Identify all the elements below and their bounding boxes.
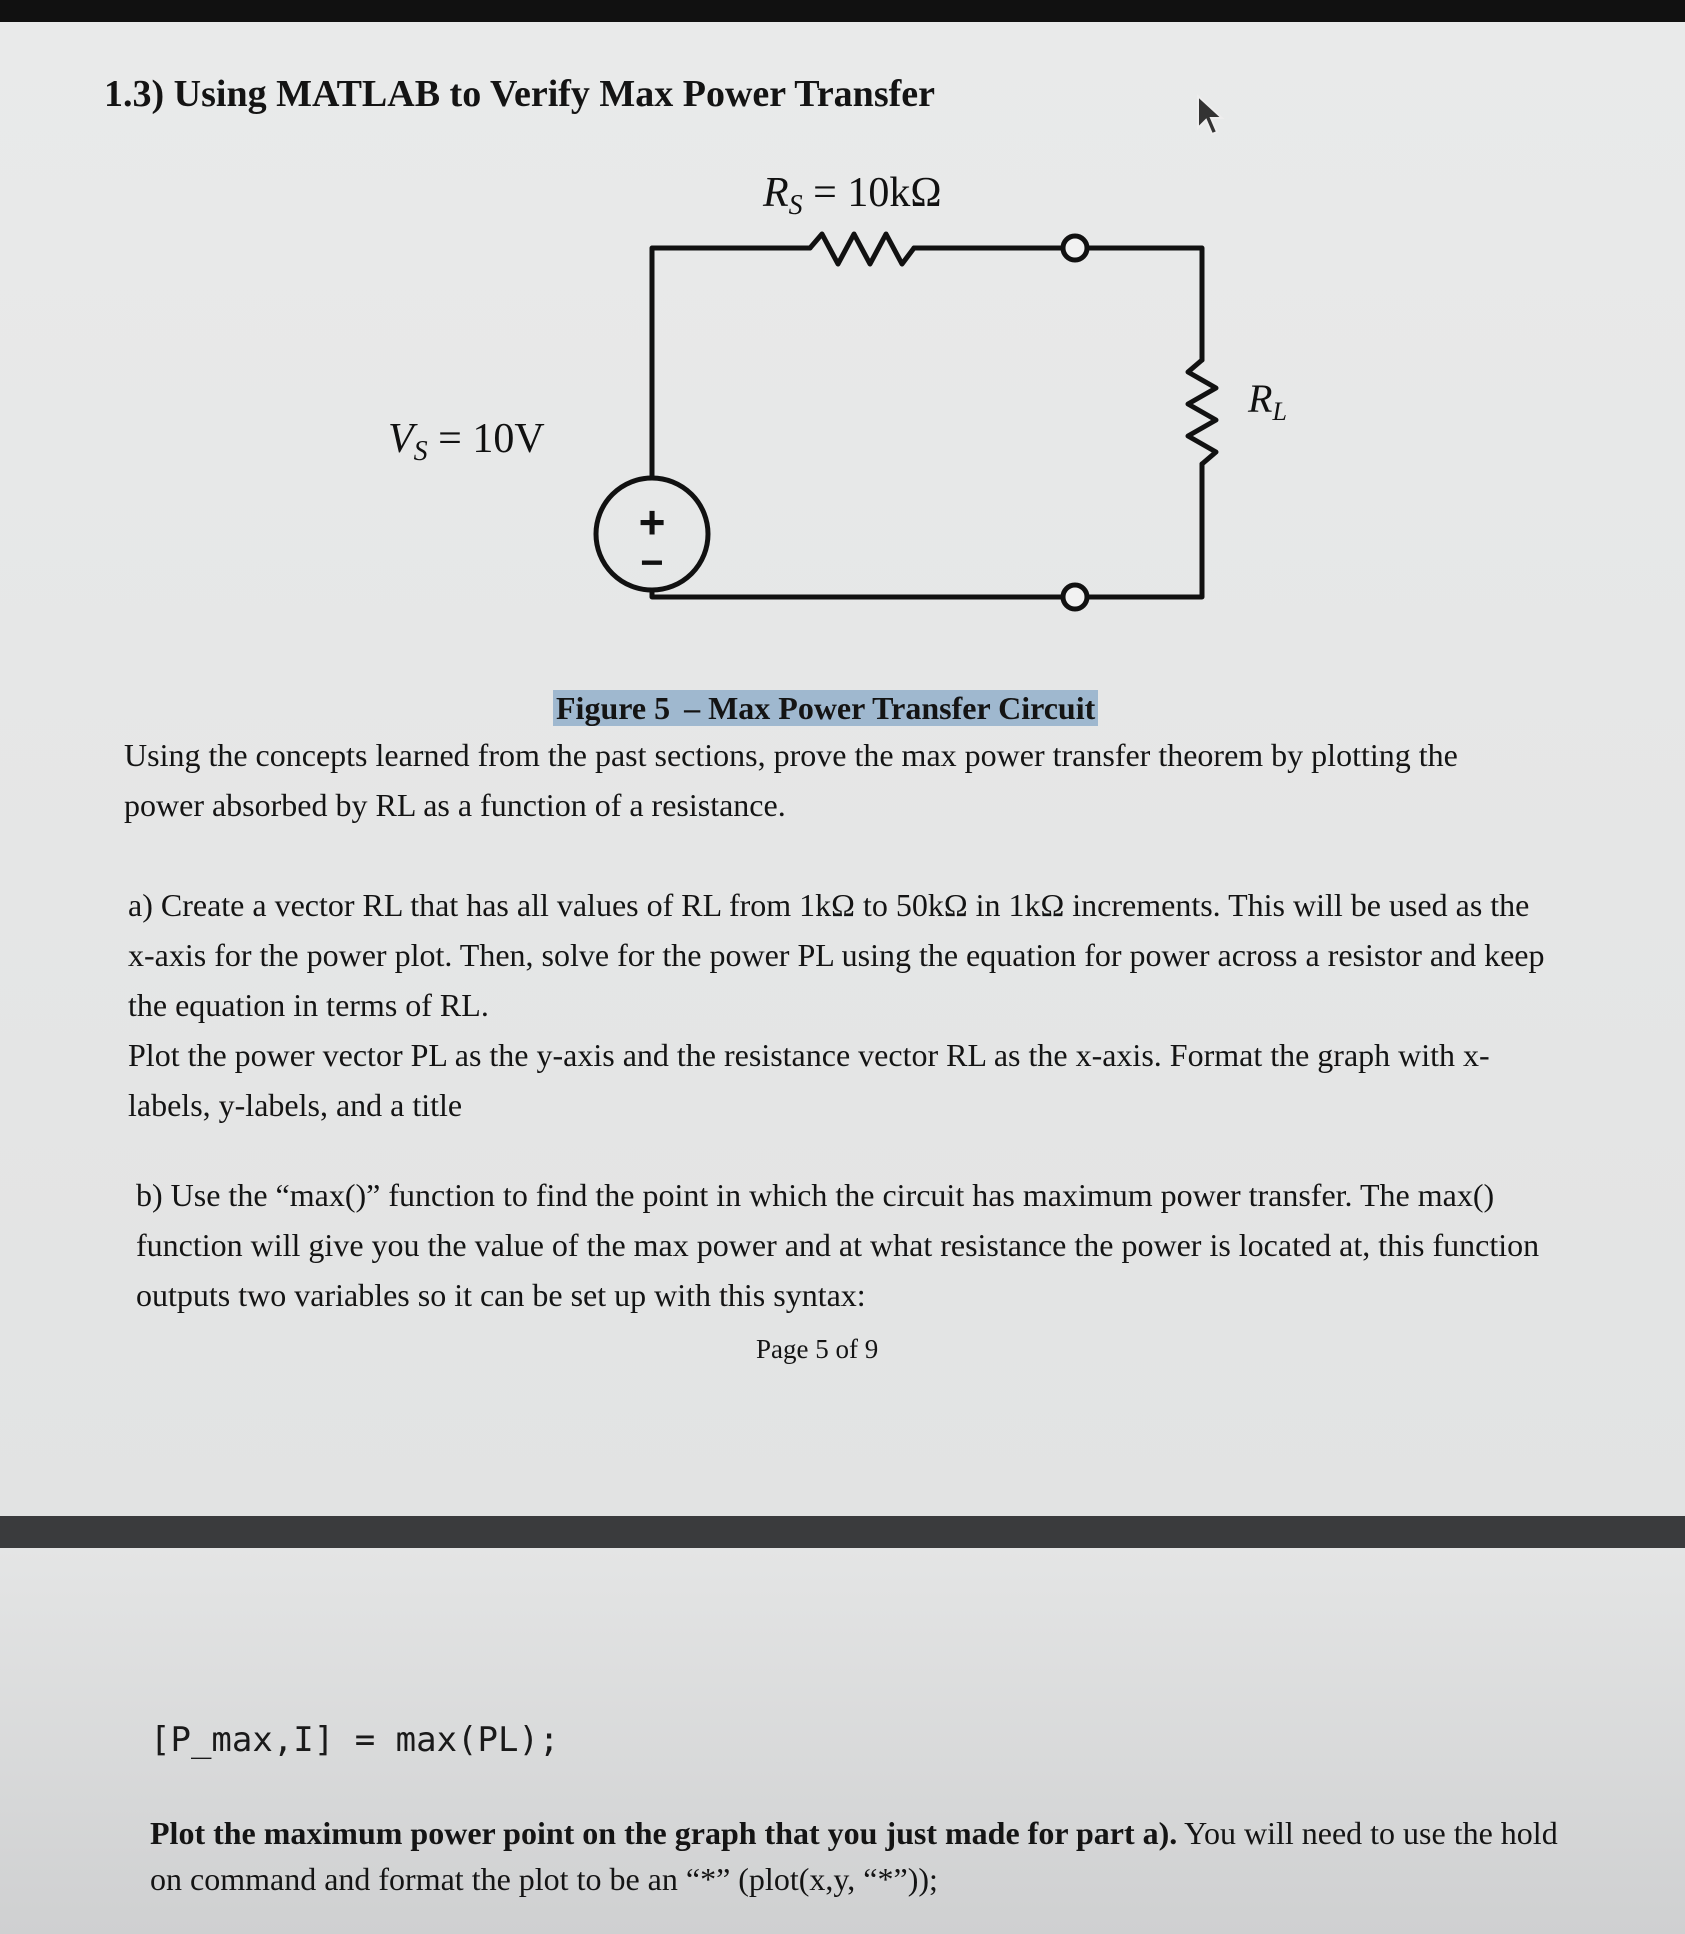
page-number: Page 5 of 9 <box>756 1334 879 1364</box>
rl-label: $R_L$ <box>1248 376 1287 426</box>
terminal-bottom <box>1063 585 1087 609</box>
page-divider <box>0 1516 1685 1548</box>
figure-caption-text: – Max Power Transfer Circuit <box>673 690 1098 726</box>
wire-top-right <box>1081 248 1202 360</box>
wire-bottom <box>652 590 1069 597</box>
part-a-paragraph <box>128 880 1558 1130</box>
section-title: 1.3) Using MATLAB to Verify Max Power Transfer <box>104 73 935 115</box>
top-dark-bar <box>0 0 1685 22</box>
source-minus-sign: − <box>640 541 664 585</box>
source-plus-sign: + <box>638 496 666 548</box>
final-instruction <box>150 1810 1570 1902</box>
wire-right-bottom <box>1081 464 1202 597</box>
max-power-transfer-circuit <box>370 160 1330 630</box>
final-instruction-rest: You will need to use the hold on command and format the plot to be an “*” (plot(x,y, “*”)); <box>150 1815 1558 1897</box>
figure-caption <box>553 690 1098 727</box>
part-a-instructions: a) Create a vector RL that has all values of RL from 1kΩ to 50kΩ in 1kΩ increments. This will be used as the x-axis for the power plot. Then, solve for the power PL using the equation for power across a resistor and keep the equation in terms of RL. <box>128 887 1545 1023</box>
part-b-paragraph: b) Use the “max()” function to find the point in which the circuit has maximum power transfer. The max() function will give you the value of the max power and at what resistance the power is located at, this function outputs two variables so it can be set up with this syntax: <box>136 1177 1540 1313</box>
source-resistor-rs <box>810 234 914 264</box>
terminal-top <box>1063 236 1087 260</box>
intro-paragraph: Using the concepts learned from the past sections, prove the max power transfer theorem by plotting the power absorbed by RL as a function of a resistance. <box>124 737 1458 823</box>
rs-label: RS = 10kΩ <box>763 170 942 221</box>
mouse-pointer-icon <box>1196 94 1226 138</box>
figure-caption-number: Figure 5 <box>553 690 673 726</box>
load-resistor-rl <box>1188 360 1216 464</box>
final-instruction-bold: Plot the maximum power point on the graph that you just made for part a). <box>150 1815 1178 1851</box>
part-a-plot-instructions: Plot the power vector PL as the y-axis and the resistance vector RL as the x-axis. Format the graph with x-labels, y-labels, and a title <box>128 1037 1490 1123</box>
vs-label: VS = 10V <box>388 416 545 467</box>
matlab-code-line: [P_max,I] = max(PL); <box>150 1720 560 1760</box>
wire-top-left <box>652 248 810 478</box>
